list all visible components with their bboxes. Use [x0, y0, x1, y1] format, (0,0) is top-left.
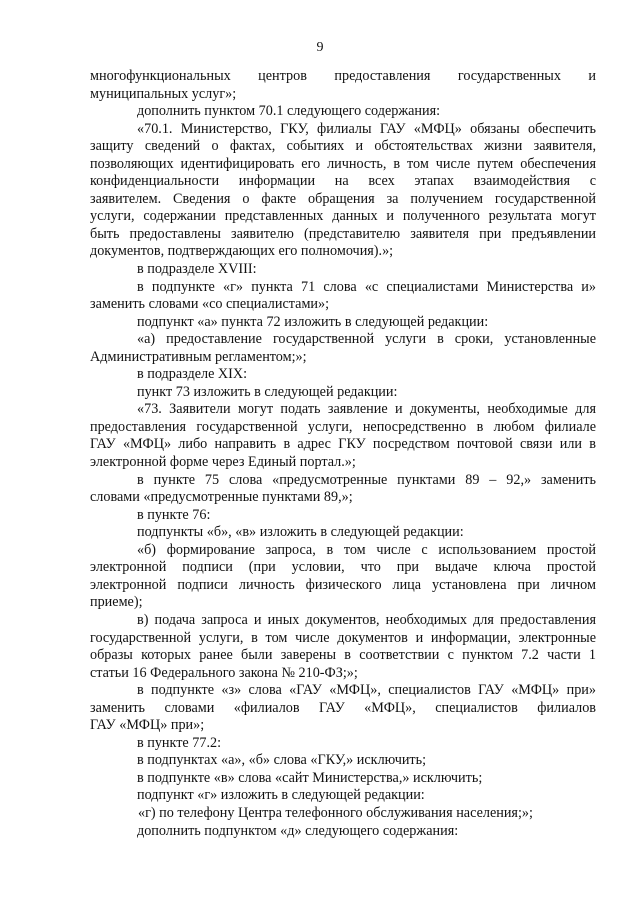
text-line: электронной подписи (при условии, что при выдаче ключа простой: [90, 559, 596, 576]
text-line: «а) предоставление государственной услуги в сроки, установленные: [137, 331, 596, 348]
text-line: в пункте 76:: [137, 506, 211, 523]
text-line: в подразделе XVIII:: [137, 261, 257, 278]
text-line: в подпункте «з» слова «ГАУ «МФЦ», специалистов ГАУ «МФЦ» при»: [137, 682, 596, 699]
text-line: заявителем. Сведения о факте обращения за получением государственной: [90, 190, 596, 207]
text-line: позволяющих идентифицировать его личность, в том числе путем обеспечения: [90, 155, 596, 172]
text-line: в пункте 75 слова «предусмотренные пунктами 89 – 92,» заменить: [137, 471, 596, 488]
text-line: документов, подтверждающих его полномочия).»;: [90, 243, 394, 260]
text-line: заменить словами «филиалов ГАУ «МФЦ», специалистов филиалов: [90, 699, 596, 716]
text-line: многофункциональных центров предоставления государственных и: [90, 68, 596, 84]
text-line: ГАУ «МФЦ» при»;: [90, 717, 205, 734]
text-line: в пункте 77.2:: [137, 734, 222, 751]
text-line: «б) формирование запроса, в том числе с использованием простой: [137, 541, 596, 558]
text-line: в) подача запроса и иных документов, необходимых для предоставления: [137, 611, 596, 628]
text-line: подпункты «б», «в» изложить в следующей редакции:: [137, 524, 464, 541]
text-line: в подпункте «в» слова «сайт Министерства,» исключить;: [137, 769, 483, 786]
text-line: в подпунктах «а», «б» слова «ГКУ,» исключить;: [137, 752, 427, 769]
text-line: услуги, содержании представленных данных и полученного результата могут: [90, 208, 596, 225]
text-line: словами «предусмотренные пунктами 89,»;: [90, 489, 353, 506]
document-body: [90, 68, 596, 840]
text-line: заменить словами «со специалистами»;: [90, 296, 330, 313]
text-line: дополнить подпунктом «д» следующего содержания:: [137, 822, 459, 839]
text-line: Административным регламентом;»;: [90, 348, 307, 365]
text-line: конфиденциальности информации на всех этапах взаимодействия с: [90, 173, 596, 190]
text-line: в подпункте «г» пункта 71 слова «с специалистами Министерства и»: [137, 278, 596, 295]
page-number: 9: [316, 40, 324, 55]
text-line: дополнить пунктом 70.1 следующего содержания:: [137, 103, 441, 120]
text-line: ГАУ «МФЦ» либо направить в адрес ГКУ посредством почтовой связи или в: [90, 436, 596, 453]
text-line: пункт 73 изложить в следующей редакции:: [137, 383, 398, 400]
text-line: «73. Заявители могут подать заявление и документы, необходимые для: [137, 401, 596, 418]
text-line: муниципальных услуг»;: [90, 85, 237, 102]
text-line: государственной услуги, в том числе документов и информации, электронные: [90, 629, 596, 646]
text-line: подпункт «а» пункта 72 изложить в следующей редакции:: [137, 313, 489, 330]
text-line: «г) по телефону Центра телефонного обслуживания населения;»;: [138, 804, 533, 821]
text-line: электронной форме через Единый портал.»;: [90, 454, 356, 471]
text-line: защиту сведений о фактах, событиях и обстоятельствах жизни заявителя,: [90, 138, 596, 155]
text-line: статьи 16 Федерального закона № 210-ФЗ;»;: [90, 664, 358, 681]
text-line: «70.1. Министерство, ГКУ, филиалы ГАУ «МФЦ» обязаны обеспечить: [137, 120, 596, 137]
text-line: электронной подписи личность физического лица установлена при личном: [90, 576, 596, 593]
text-line: приеме);: [90, 594, 143, 611]
text-line: предоставления государственной услуги, непосредственно в любом филиале: [90, 418, 596, 435]
text-line: образы которых ранее были заверены в соответствии с пунктом 7.2 части 1: [90, 647, 596, 664]
text-line: подпункт «г» изложить в следующей редакции:: [137, 787, 425, 804]
text-line: в подразделе XIX:: [137, 366, 248, 383]
text-line: быть предоставлены заявителю (представителю заявителя при предъявлении: [90, 225, 596, 242]
